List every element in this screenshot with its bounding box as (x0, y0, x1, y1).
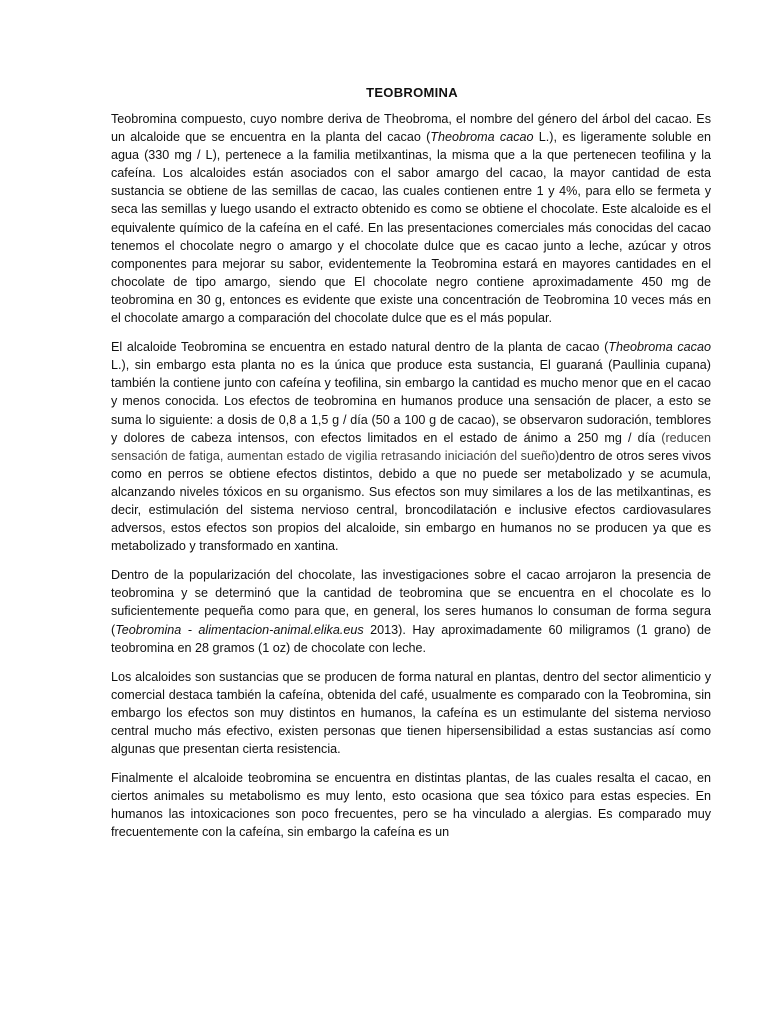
paragraph-5: Finalmente el alcaloide teobromina se encuentra en distintas plantas, de las cuales resalta el cacao, en ciertos animales su metabolismo es muy lento, esto ocasiona que sea tóxico para estas especies. En humanos las intoxicaciones son poco frecuentes, pero se ha vinculado a alergias. Es comparado muy frecuentemente con la cafeína, sin embargo la cafeína es un (111, 771, 711, 840)
paragraph-1-text-a: Teobromina compuesto, cuyo nombre deriva de Theobroma, el nombre del género del árbol del cacao. Es un alcaloide que se encuentra en la planta del cacao ( (111, 112, 711, 145)
paragraph-3 (111, 566, 711, 656)
paragraph-1-species-name: Theobroma cacao (430, 130, 534, 145)
paragraph-3-text-c: 2013). Hay aproximadamente 60 miligramos (1 grano) de teobromina en 28 gramos (1 oz) de chocolate con leche. (111, 622, 712, 655)
paragraph-4: Los alcaloides son sustancias que se producen de forma natural en plantas, dentro del sector alimenticio y comercial destaca también la cafeína, obtenida del café, usualmente es comparado con la Teobromina, sin embargo los efectos son muy distintos en humanos, la cafeína es un estimulante del sistema nervioso central mucho más efectivo, existen personas que tienen hipersensibilidad a estas sustancias así como algunas que presentan cierta resistencia. (111, 669, 711, 757)
paragraph-2-text-a: El alcaloide Teobromina se encuentra en estado natural dentro de la planta de cacao ( (111, 340, 609, 355)
paragraph-2-text-c: L.), sin embargo esta planta no es la única que produce esta sustancia, El guaraná (Paullinia cupana) también la contiene junto con cafeína y teofilina, sin embargo la cantidad es mucho menor que en el cacao y menos conocida. Los efectos de teobromina en humanos produce una sensación de placer, a esto se suma lo siguiente: a dosis de 0,8 a 1,5 g / día (50 a 100 g de cacao), se observaron sudoración, temblores y dolores de cabeza intensos, con efectos limitados en el estado de ánimo a 250 mg / día (111, 358, 711, 445)
paragraph-3-text-a: Dentro de la popularización del chocolate, las investigaciones sobre el cacao arrojaron la presencia de teobromina y se determinó que la cantidad de teobromina que se encuentra en el chocolate es lo suficientemente pequeña como para que, en general, los seres humanos lo consuman de forma segura ( (111, 568, 711, 637)
paragraph-2-text-e: dentro de otros seres vivos como en perros se obtiene efectos distintos, debido a que no puede ser metabolizado y se acumula, alcanzando niveles tóxicos en su organismo. Sus efectos son muy similares a los de las metilxantinas, es decir, estimulación del sistema nervioso central, broncodilatación e inclusive efectos cardiovasulares adversos, estos efectos son propios del alcaloide, sin embargo en humanos no se producen ya que es metabolizado y transformado en xantina. (111, 448, 711, 554)
paragraph-1-text-c: L.), es ligeramente soluble en agua (330 mg / L), pertenece a la familia metilxantinas, la misma que a la que pertenecen teofilina y la cafeína. Los alcaloides están asociados con el sabor amargo del cacao, la mayor cantidad de esta sustancia se obtiene de las semillas de cacao, las cuales contienen entre 1 y 4%, para ello se fermeta y seca las semillas y luego usando el extracto obtenido es como se obtiene el chocolate. Este alcaloide es el equivalente químico de la cafeína en el café. En las presentaciones comerciales más conocidas del cacao tenemos el chocolate negro o amargo y el chocolate dulce que es cacao junto a leche, azúcar y otros componentes para mejorar su sabor, evidentemente la Teobromina estará en mayores cantidades en el chocolate de tipo amargo, siendo que El chocolate negro contiene aproximadamente 450 mg de teobromina en 30 g, entonces es evidente que existe una concentración de Teobromina 10 veces más en el chocolate amargo a comparación del chocolate dulce que es el más popular. (111, 130, 711, 326)
paragraph-2-species-name: Theobroma cacao (608, 340, 711, 355)
paragraph-3-citation: Teobromina - alimentacion-animal.elika.eus (115, 622, 364, 637)
paragraph-2 (111, 338, 711, 555)
document-title: TEOBROMINA (366, 85, 458, 100)
paragraph-2-quoted-effects: (reducen sensación de fatiga, aumentan estado de vigilia retrasando iniciación del sueño) (111, 430, 711, 463)
paragraph-1 (111, 110, 711, 327)
